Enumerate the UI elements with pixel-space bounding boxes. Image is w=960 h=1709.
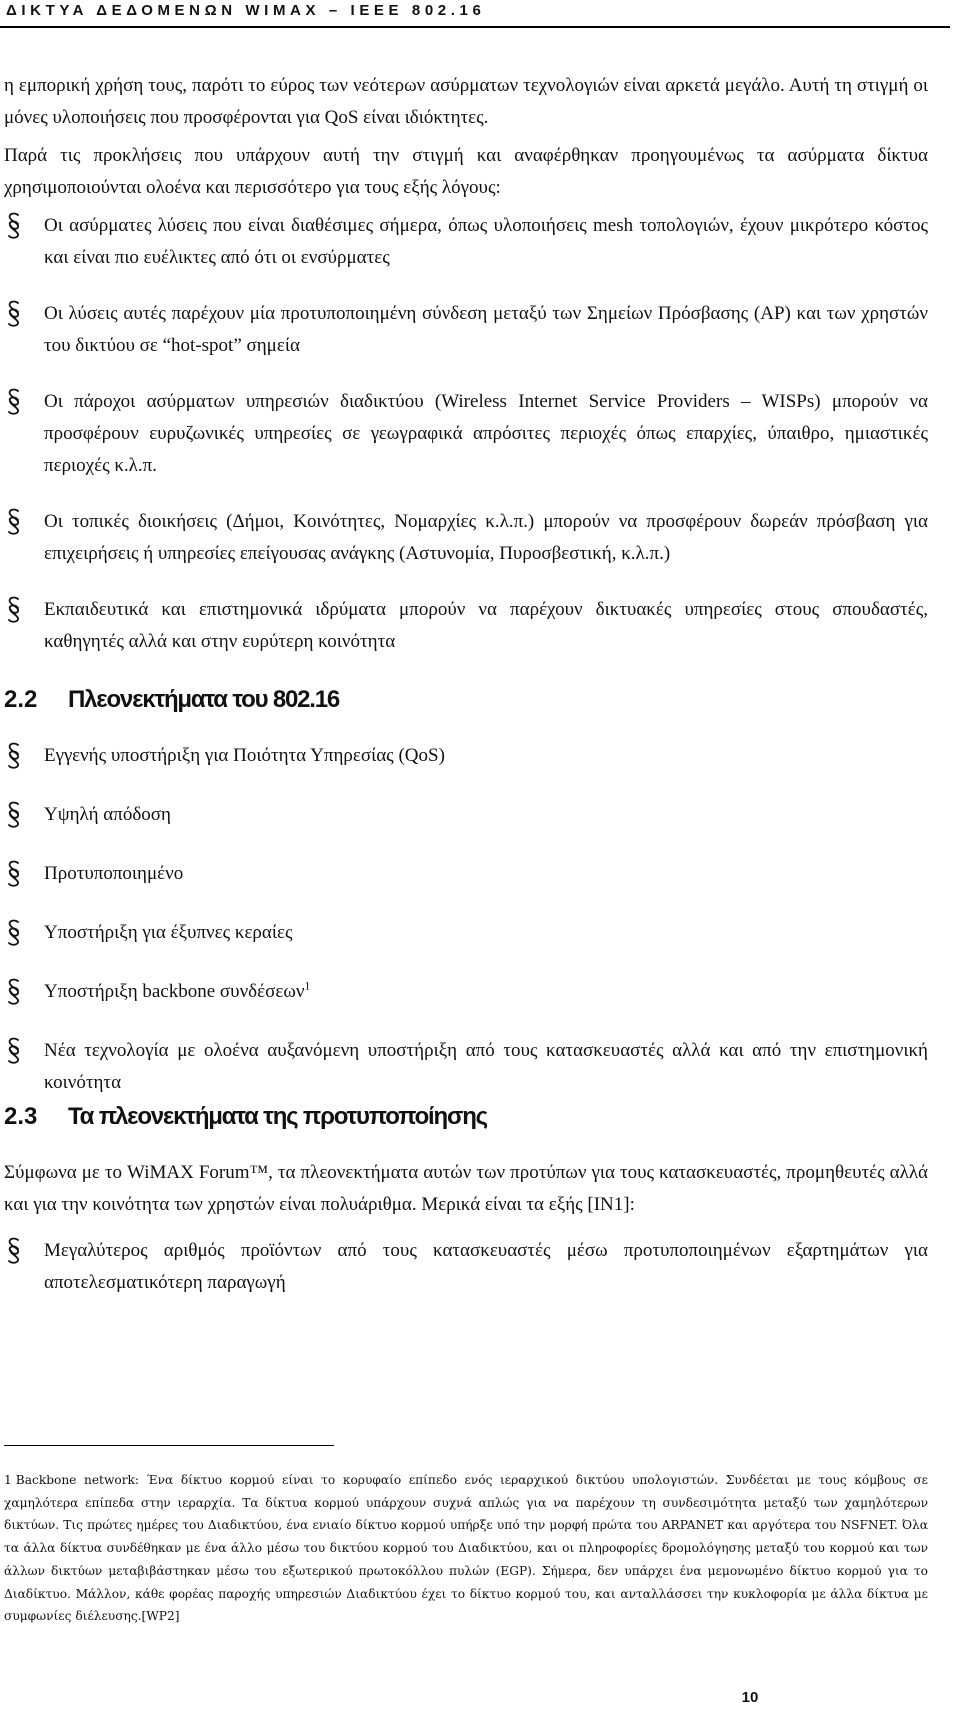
reasons-list <box>4 210 928 658</box>
advantages-list <box>4 740 928 1099</box>
section-sign-icon <box>6 1037 22 1065</box>
intro-paragraph-continued: η εμπορική χρήση τους, παρότι το εύρος των νεότερων ασύρματων τεχνολογιών είναι αρκετά μεγάλο. Αυτή τη στιγμή οι μόνες υλοποιήσεις που προσφέρονται για QoS είναι ιδιόκτητες. <box>4 75 928 128</box>
list-item <box>4 386 928 482</box>
list-item <box>4 976 928 1008</box>
list-item-text: Προτυποποιημένο <box>44 863 184 884</box>
list-item-text: Οι λύσεις αυτές παρέχουν μία προτυποποιημένη σύνδεση μεταξύ των Σημείων Πρόσβασης (AP) και των χρηστών του δικτύου σε “hot-spot” σημεία <box>44 303 928 356</box>
list-item-text: Νέα τεχνολογία με ολοένα αυξανόμενη υποστήριξη από τους κατασκευαστές αλλά και από την επιστημονική κοινότητα <box>44 1040 928 1093</box>
list-item-text: Υποστήριξη για έξυπνες κεραίες <box>44 922 293 943</box>
list-item <box>4 799 928 831</box>
section-heading-2-2 <box>4 682 928 718</box>
list-item-text: Οι ασύρματες λύσεις που είναι διαθέσιμες σήμερα, όπως υλοποιήσεις mesh τοπολογιών, έχουν μικρότερο κόστος και είναι πιο ευέλικτες από ότι οι ενσύρματες <box>44 215 928 268</box>
list-item <box>4 917 928 949</box>
section-sign-icon <box>6 388 22 416</box>
list-item <box>4 858 928 890</box>
intro-paragraph: Παρά τις προκλήσεις που υπάρχουν αυτή την στιγμή και αναφέρθηκαν προηγουμένως τα ασύρματα δίκτυα χρησιμοποιούνται ολοένα και περισσότερο για τους εξής λόγους: <box>4 145 928 198</box>
section-sign-icon <box>6 508 22 536</box>
section-number: 2.3 <box>4 1103 38 1130</box>
header-rule <box>0 26 950 28</box>
list-item <box>4 298 928 362</box>
list-item <box>4 740 928 772</box>
standardization-paragraph: Σύμφωνα με το WiMAX Forum™, τα πλεονεκτήματα αυτών των προτύπων για τους κατασκευαστές, προμηθευτές αλλά και για την κοινότητα των χρηστών είναι πολυάριθμα. Μερικά είναι τα εξής [IN1]: <box>4 1162 928 1215</box>
list-item-text: Οι πάροχοι ασύρματων υπηρεσιών διαδικτύου (Wireless Internet Service Providers – WISPs) μπορούν να προσφέρουν ευρυζωνικές υπηρεσίες σε γεωγραφικά απρόσιτες περιοχές όπως επαρχίες, ύπαιθρο, ημιαστικές περιοχές κ.λ.π. <box>44 391 928 476</box>
section-sign-icon <box>6 860 22 888</box>
section-sign-icon <box>6 801 22 829</box>
standardization-list <box>4 1235 928 1299</box>
list-item-text: Εγγενής υποστήριξη για Ποιότητα Υπηρεσίας (QoS) <box>44 745 445 766</box>
section-sign-icon <box>6 919 22 947</box>
list-item <box>4 594 928 658</box>
page-number: 10 <box>741 1689 759 1706</box>
footnote-reference: 1 <box>304 978 311 993</box>
list-item <box>4 210 928 274</box>
list-item <box>4 506 928 570</box>
section-sign-icon <box>6 742 22 770</box>
list-item-text: Οι τοπικές διοικήσεις (Δήμοι, Κοινότητες, Νομαρχίες κ.λ.π.) μπορούν να προσφέρουν δωρεάν πρόσβαση για επιχειρήσεις ή υπηρεσίες επείγουσας ανάγκης (Αστυνομία, Πυροσβεστική, κ.λ.π.) <box>44 511 928 564</box>
section-sign-icon <box>6 212 22 240</box>
list-item-text: Υποστήριξη backbone συνδέσεων <box>44 981 305 1002</box>
section-heading-2-3 <box>4 1099 928 1135</box>
section-sign-icon <box>6 1237 22 1265</box>
section-title: Τα πλεονεκτήματα της προτυποποίησης <box>68 1103 487 1130</box>
list-item-text: Μεγαλύτερος αριθμός προϊόντων από τους κατασκευαστές μέσω προτυποποιημένων εξαρτημάτων για αποτελεσματικότερη παραγωγή <box>44 1240 928 1293</box>
footnote <box>4 1469 928 1628</box>
section-number: 2.2 <box>4 686 38 713</box>
footnote-separator <box>4 1445 334 1446</box>
list-item <box>4 1035 928 1099</box>
section-sign-icon <box>6 596 22 624</box>
section-title: Πλεονεκτήματα του 802.16 <box>68 686 340 713</box>
list-item-text: Υψηλή απόδοση <box>44 804 171 825</box>
footnote-mark: 1 <box>4 1473 12 1487</box>
list-item <box>4 1235 928 1299</box>
list-item-text: Εκπαιδευτικά και επιστημονικά ιδρύματα μπορούν να παρέχουν δικτυακές υπηρεσίες στους σπουδαστές, καθηγητές αλλά και στην ευρύτερη κοινότητα <box>44 599 928 652</box>
section-sign-icon <box>6 300 22 328</box>
footnote-text: Backbone network: Ένα δίκτυο κορμού είναι το κορυφαίο επίπεδο ενός ιεραρχικού δικτύου υπολογιστών. Συνδέεται με τους κόμβους σε χαμηλότερα επίπεδα στην ιεραρχία. Τα δίκτυα κορμού υπάρχουν συχνά απλώς για να παρέχουν τη συνδεσιμότητα μεταξύ των χαμηλότερων δικτύων. Τις πρώτες ημέρες του Διαδικτύου, ένα ενιαίο δίκτυο κορμού υπήρξε υπό την μορφή πρώτα του ARPANET και αργότερα του NSFNET. Όλα τα άλλα δίκτυα συνδέθηκαν με ένα άλλο μέσω του δικτύου κορμού του Διαδικτύου, και οι πληροφορίες δρομολόγησης μεταξύ του κορμού και των άλλων δικτύων μεταβιβάστηκαν μέσω του εξωτερικού πρωτοκόλλου πυλών (EGP). Σήμερα, δεν υπάρχει ένα μεμονωμένο δίκτυο κορμού για το Διαδίκτυο. Μάλλον, κάθε φορέας παροχής υπηρεσιών Διαδικτύου έχει το δίκτυο κορμού του, και ανταλλάσσει την κυκλοφορία με άλλα δίκτυα με συμφωνίες διέλευσης.[WP2] <box>4 1473 928 1624</box>
section-sign-icon <box>6 978 22 1006</box>
running-header: ΔΙΚΤΥΑ ΔΕΔΟΜΕΝΩΝ WIMAX – IEEE 802.16 <box>6 2 486 19</box>
body-text <box>4 70 928 1299</box>
